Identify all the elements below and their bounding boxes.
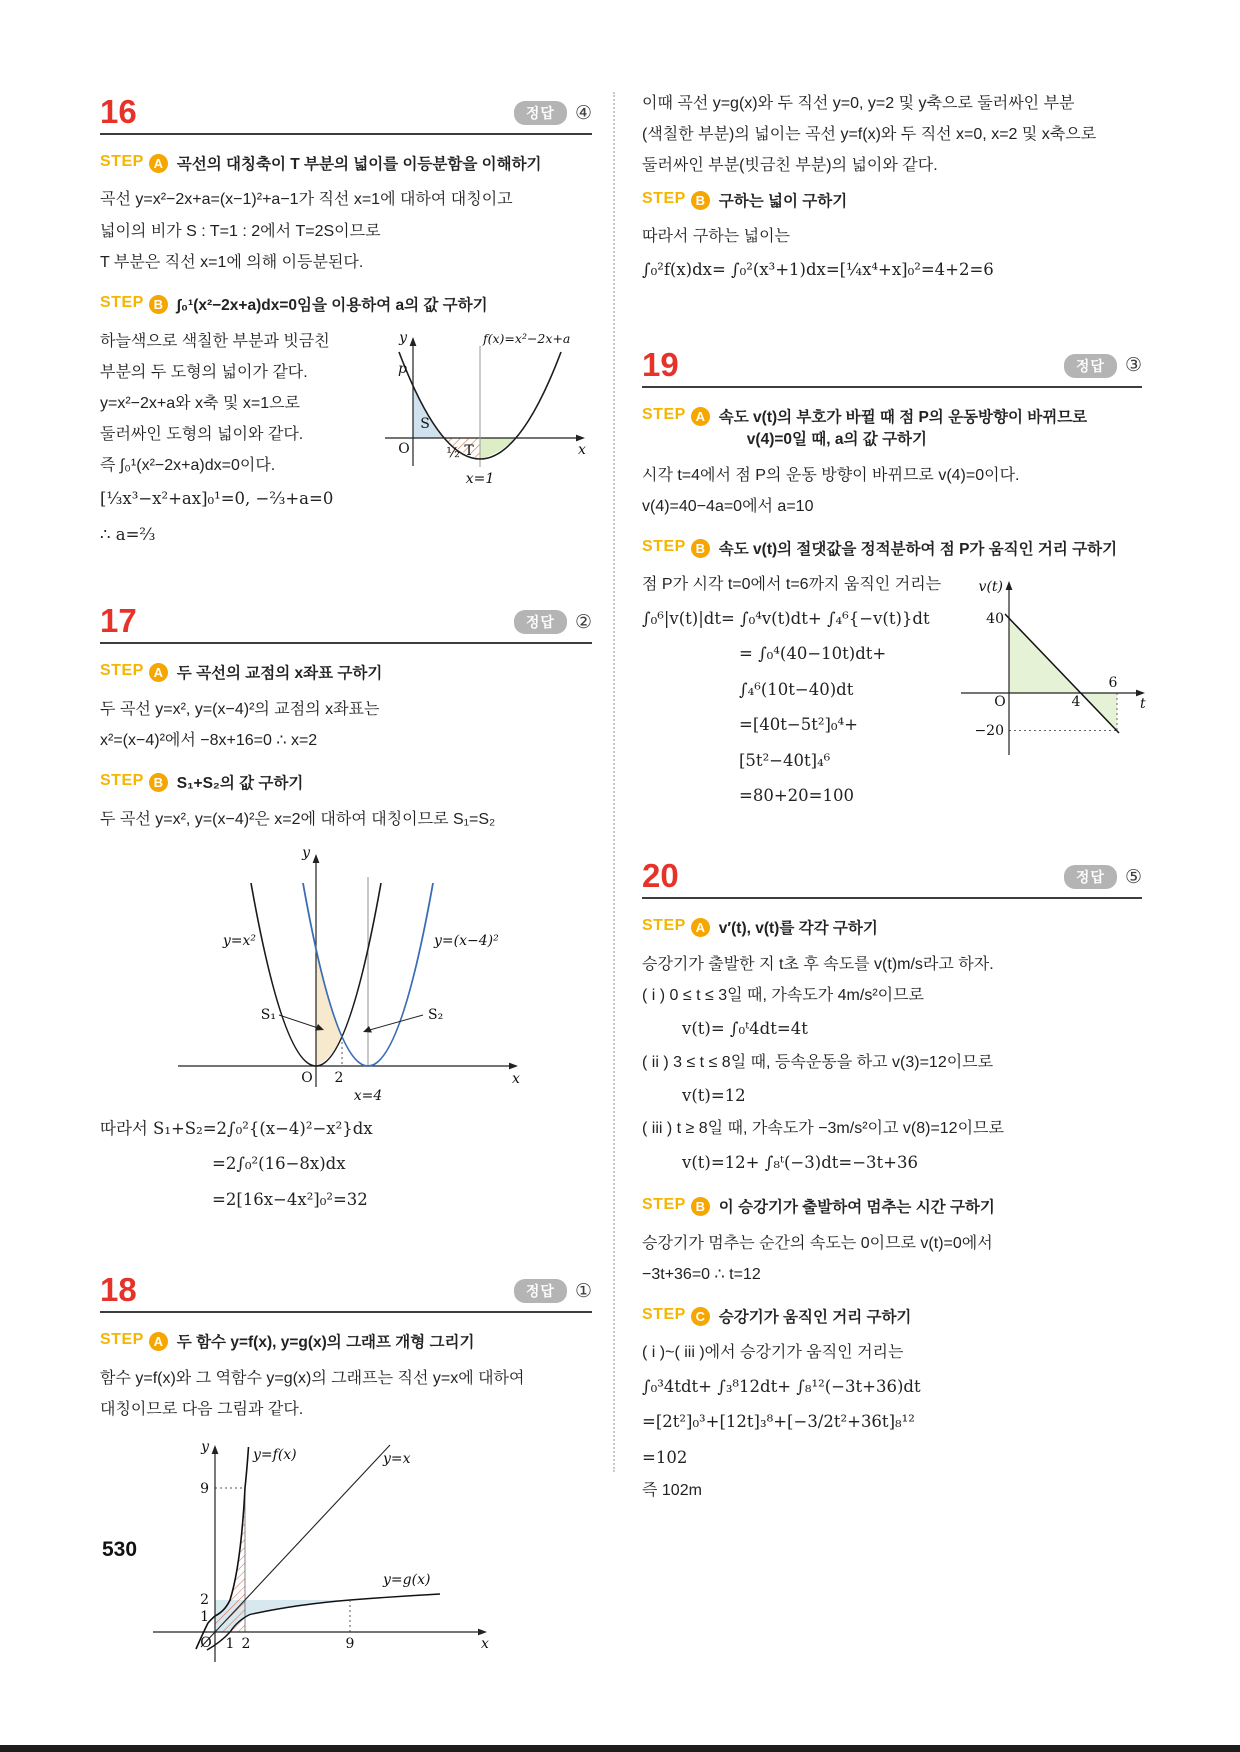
text-line: 대칭이므로 다음 그림과 같다. [100,1400,304,1418]
x-axis-label: x [512,1070,520,1087]
step-a [642,917,1142,940]
text-line: 승강기가 멈추는 순간의 속도는 0이므로 v(t)=0에서 [642,1234,993,1252]
step-word: STEP [642,189,686,207]
x-axis-arrow [478,1629,487,1636]
text-line: 넓이의 비가 S : T=1 : 2에서 T=2S이므로 [100,222,381,240]
y-axis-label: y [302,844,310,861]
step-letter-badge: B [691,539,710,558]
answer-number: ① [574,1280,592,1302]
step-a [100,1331,592,1354]
x-axis-arrow [576,434,585,441]
step-letter-badge: C [691,1307,710,1326]
text-line: 둘러싸인 도형의 넓이와 같다. [100,426,304,444]
formula-line: ∫₀²f(x)dx= ∫₀²(x³+1)dx=[¼x⁴+x]₀²=4+2=6 [642,260,994,280]
tick-4-label: 4 [1071,694,1081,711]
answer-area [1064,865,1142,892]
step-title: 두 곡선의 교점의 x좌표 구하기 [176,665,383,683]
step-title [719,406,1087,452]
p-label: p [398,360,407,377]
answer-area [514,610,592,637]
step-letter-badge: B [691,191,710,210]
step-b [100,772,592,795]
answer-badge: 정답 [514,1279,567,1303]
y-axis-arrow [313,854,320,863]
step-title: 속도 v(t)의 절댓값을 정적분하여 점 P가 움직인 거리 구하기 [718,541,1118,558]
step-title-line: 속도 v(t)의 부호가 바뀔 때 점 P의 운동방향이 바뀌므로 [718,408,1088,426]
text-line: T 부분은 직선 x=1에 의해 이등분된다. [100,253,364,271]
step-letter-badge: A [149,1332,168,1351]
formula-line: v(t)=12 [682,1085,746,1105]
step-c [642,1306,1142,1329]
figure-18-inverse-functions [145,1437,495,1669]
problem-16 [100,95,592,552]
step-title: 두 함수 y=f(x), y=g(x)의 그래프 개형 그리기 [176,1334,475,1352]
answer-area [1064,354,1142,381]
text-line: ( i ) 0 ≤ t ≤ 3일 때, 가속도가 4m/s²이므로 [642,987,925,1005]
origin-label: O [200,1635,212,1652]
step-letter-badge: B [149,773,168,792]
step-word: STEP [100,772,144,790]
y-axis-label: y [399,329,407,346]
step-word: STEP [100,153,144,170]
formula-line: v(4)=40−4a=0에서 a=10 [642,497,814,515]
step-b-body [100,326,592,553]
formula-line: x²=(x−4)²에서 −8x+16=0 ∴ x=2 [100,732,318,750]
tick-6-label: 6 [1108,675,1118,692]
step-title: v′(t), v(t)를 각각 구하기 [718,920,878,938]
text-line: 점 P가 시각 t=0에서 t=6까지 움직인 거리는 [642,576,942,594]
problem-number: 17 [100,602,137,640]
formula-line: ∫₀³4tdt+ ∫₃⁸12dt+ ∫₈¹²(−3t+36)dt [642,1376,921,1396]
problem-number: 16 [100,93,137,130]
step-b [642,1196,1142,1219]
origin-label: O [398,440,410,457]
problem-18-continued [642,88,1142,288]
problem-19-header [642,345,1142,388]
formula-line: =80+20=100 [739,786,854,805]
step-word: STEP [100,662,144,680]
formula-line: = ∫₀⁴(40−10t)dt+ ∫₄⁶(10t−40)dt [739,644,887,699]
x-equals-1-label: x=1 [465,470,495,487]
tick-40-label: 40 [986,611,1004,628]
answer-number: ② [574,611,592,633]
answer-number: ④ [574,102,592,124]
step-title-line: v(4)=0일 때, a의 값 구하기 [746,431,927,449]
column-divider [613,92,615,1472]
text-line: 두 곡선 y=x², y=(x−4)²은 x=2에 대하여 대칭이므로 S₁=S₂ [100,810,496,828]
text-line: 두 곡선 y=x², y=(x−4)²의 교점의 x좌표는 [100,700,380,718]
curve-g-label: y=g(x) [383,1572,431,1589]
text-line: 따라서 구하는 넓이는 [642,228,790,246]
answer-number: ③ [1124,355,1142,377]
formula-line: −3t+36=0 ∴ t=12 [642,1265,761,1283]
tick-2y-label: 2 [200,1592,209,1609]
left-column [100,95,592,1714]
text-line: 즉 102m [642,1482,702,1499]
formula-line: =[2t²]₀³+[12t]₃⁸+[−3/2t²+36t]₈¹² [642,1412,915,1432]
step-word: STEP [100,294,144,312]
figure-19-velocity-graph [947,571,1147,763]
right-column [642,88,1146,1546]
v-axis-label: v(t) [978,579,1003,596]
tick-1y-label: 1 [200,1609,209,1626]
text-line: 시각 t=4에서 점 P의 운동 방향이 바뀌므로 v(4)=0이다. [642,466,1020,484]
x-axis-arrow [509,1062,518,1069]
step-b [642,538,1142,561]
region-S2-label: S₂ [428,1006,444,1023]
text-line: 하늘색으로 색칠한 부분과 빗금친 [100,332,330,350]
answer-number: ⑤ [1124,866,1142,888]
step-a [100,153,592,176]
origin-label: O [301,1069,313,1086]
problem-18-header [100,1273,592,1313]
problem-19 [642,345,1146,814]
step-b-body [642,569,1146,813]
step-title: 곡선의 대칭축이 T 부분의 넓이를 이등분함을 이해하기 [176,156,542,173]
curve2-label: y=(x−4)² [434,932,499,949]
curve-f-label: y=f(x) [253,1447,297,1464]
step-letter-badge: A [691,918,710,937]
answer-badge: 정답 [1064,354,1117,378]
problem-20 [642,859,1142,1506]
y-axis-label: y [201,1439,209,1456]
text-line: ( i )~( iii )에서 승강기가 움직인 거리는 [642,1344,904,1362]
step-word: STEP [100,1331,144,1349]
line-y-equals-x [201,1445,390,1647]
s2-pointer [366,1015,423,1031]
region-T-label: T [464,442,474,459]
text-line: ( iii ) t ≥ 8일 때, 가속도가 −3m/s²이고 v(8)=12이므로 [642,1120,1004,1138]
text-line: 이때 곡선 y=g(x)와 두 직선 y=0, y=2 및 y축으로 둘러싸인 부분 [642,95,1075,112]
text-block [100,326,377,553]
tick-9y-label: 9 [200,1481,209,1498]
problem-17-header [100,604,592,644]
text-line: 부분의 두 도형의 넓이가 같다. [100,363,308,381]
step-word: STEP [642,1196,686,1214]
step-letter-badge: B [149,295,168,314]
figure-16-parabola-area [377,326,592,504]
step-word: STEP [642,1305,686,1323]
y-axis-arrow [410,337,417,346]
region-S-label: S [420,415,430,432]
formula-line: v(t)=12+ ∫₈ᵗ(−3)dt=−3t+36 [682,1152,918,1172]
step-letter-badge: A [149,154,168,173]
text-line: y=x²−2x+a와 x축 및 x=1으로 [100,394,301,412]
tick-9x-label: 9 [345,1636,355,1653]
step-title: ∫₀¹(x²−2x+a)dx=0임을 이용하여 a의 값 구하기 [176,297,488,315]
step-b [100,294,592,317]
problem-18 [100,1273,592,1674]
formula-line: 즉 ∫₀¹(x²−2x+a)dx=0이다. [100,457,276,475]
answer-area [514,101,592,128]
problem-number: 19 [642,345,679,383]
x-equals-4-label: x=4 [353,1087,383,1104]
problem-number: 20 [642,857,679,895]
step-title: 승강기가 움직인 거리 구하기 [718,1308,912,1326]
text-block [642,569,947,813]
problem-number: 18 [100,1271,137,1309]
step-a [100,662,592,685]
region-right-green [480,438,516,459]
curve-label: f(x)=x²−2x+a [483,330,571,346]
figure-17-two-parabolas [166,841,526,1107]
step-title: 이 승강기가 출발하여 멈추는 시간 구하기 [718,1199,995,1217]
step-letter-badge: B [691,1197,710,1216]
problem-20-header [642,859,1142,899]
tick-1x-label: 1 [225,1636,235,1653]
origin-label: O [994,694,1006,711]
step-b [642,190,1142,213]
formula-line: =2∫₀²(16−8x)dx [212,1154,346,1174]
formula-line: =102 [642,1447,688,1467]
v-axis-arrow [1006,581,1013,590]
step-title: S₁+S₂의 값 구하기 [176,775,304,793]
answer-badge: 정답 [514,101,567,125]
half-label: ½ [446,444,460,461]
x-axis-label: x [578,441,586,458]
page-number: 530 [102,1538,138,1561]
x-axis-label: x [481,1636,489,1653]
answer-area [514,1279,592,1306]
curve1-label: y=x² [222,932,256,949]
formula-line: ∫₀⁶|v(t)|dt= ∫₀⁴v(t)dt+ ∫₄⁶{−v(t)}dt [642,608,930,628]
region-S1-label: S₁ [260,1006,276,1023]
text-line: 곡선 y=x²−2x+a=(x−1)²+a−1가 직선 x=1에 대하여 대칭이고 [100,191,513,209]
formula-line: ∴ a=⅔ [100,524,156,544]
text-line: 함수 y=f(x)와 그 역함수 y=g(x)의 그래프는 직선 y=x에 대하여 [100,1369,525,1387]
problem-17 [100,604,592,1217]
formula-line: v(t)= ∫₀ᵗ4dt=4t [682,1019,808,1039]
text-line: (색칠한 부분)의 넓이는 곡선 y=f(x)와 두 직선 x=0, x=2 및 x축으로 [642,126,1097,144]
problem-16-header [100,95,592,135]
text-line: 승강기가 출발한 지 t초 후 속도를 v(t)m/s라고 하자. [642,955,994,973]
step-letter-badge: A [691,407,710,426]
text-line: 둘러싸인 부분(빗금친 부분)의 넓이와 같다. [642,157,938,175]
tick-2x-label: 2 [241,1636,251,1653]
step-word: STEP [642,538,686,555]
step-a [642,406,1142,452]
step-word: STEP [642,405,686,423]
page-bottom-edge [0,1745,1240,1752]
answer-badge: 정답 [514,610,567,634]
answer-badge: 정답 [1064,865,1117,889]
y-axis-arrow [212,1445,219,1454]
formula-line: [⅓x³−x²+ax]₀¹=0, −⅔+a=0 [100,489,334,509]
t-axis-label: t [1140,696,1146,713]
step-letter-badge: A [149,663,168,682]
tick-2-label: 2 [334,1069,344,1086]
formula-line: 따라서 S₁+S₂=2∫₀²{(x−4)²−x²}dx [100,1118,373,1138]
formula-line: =2[16x−4x²]₀²=32 [212,1189,368,1209]
step-word: STEP [642,917,686,935]
tick-minus20-label: −20 [974,723,1004,740]
text-line: ( ii ) 3 ≤ t ≤ 8일 때, 등속운동을 하고 v(3)=12이므로 [642,1053,994,1071]
formula-line: =[40t−5t²]₀⁴+[5t²−40t]₄⁶ [739,715,858,770]
line-y-x-label: y=x [383,1451,411,1468]
step-title: 구하는 넓이 구하기 [718,192,848,210]
